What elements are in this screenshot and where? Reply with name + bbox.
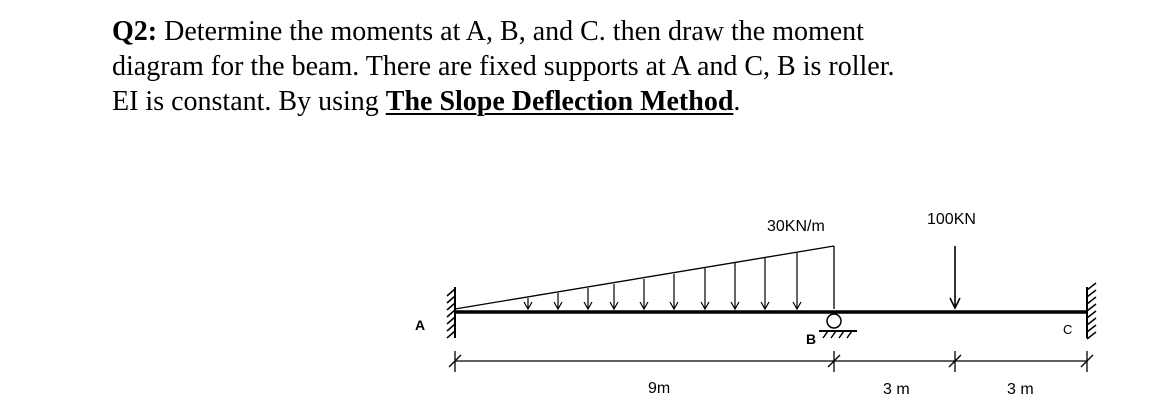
question-number: Q2: [112, 16, 158, 47]
fixed-support-c [1087, 283, 1096, 339]
span-b-load-label: 3 m [883, 381, 910, 398]
point-load-arrow [950, 246, 960, 308]
question-line-3-text: EI is constant. By using [112, 86, 386, 117]
support-b-label: B [806, 331, 817, 347]
point-load-label: 100KN [927, 211, 976, 228]
method-name: The Slope Deflection Method [385, 86, 734, 117]
span-load-c-label: 3 m [1007, 381, 1034, 398]
support-a-label: A [415, 317, 426, 333]
fixed-support-a [447, 287, 455, 338]
support-c-label: C [1063, 322, 1073, 337]
roller-support-b [819, 314, 857, 338]
distributed-load-label: 30KN/m [767, 218, 825, 235]
span-ab-label: 9m [648, 380, 671, 397]
question-line-1-text: Determine the moments at A, B, and C. then draw the moment [157, 16, 864, 47]
distributed-load-arrows [524, 253, 801, 309]
question-line-3-period: . [733, 86, 741, 117]
question-line-2: diagram for the beam. There are fixed supports at A and C, B is roller. [112, 51, 895, 82]
dimension-line [449, 351, 1093, 372]
